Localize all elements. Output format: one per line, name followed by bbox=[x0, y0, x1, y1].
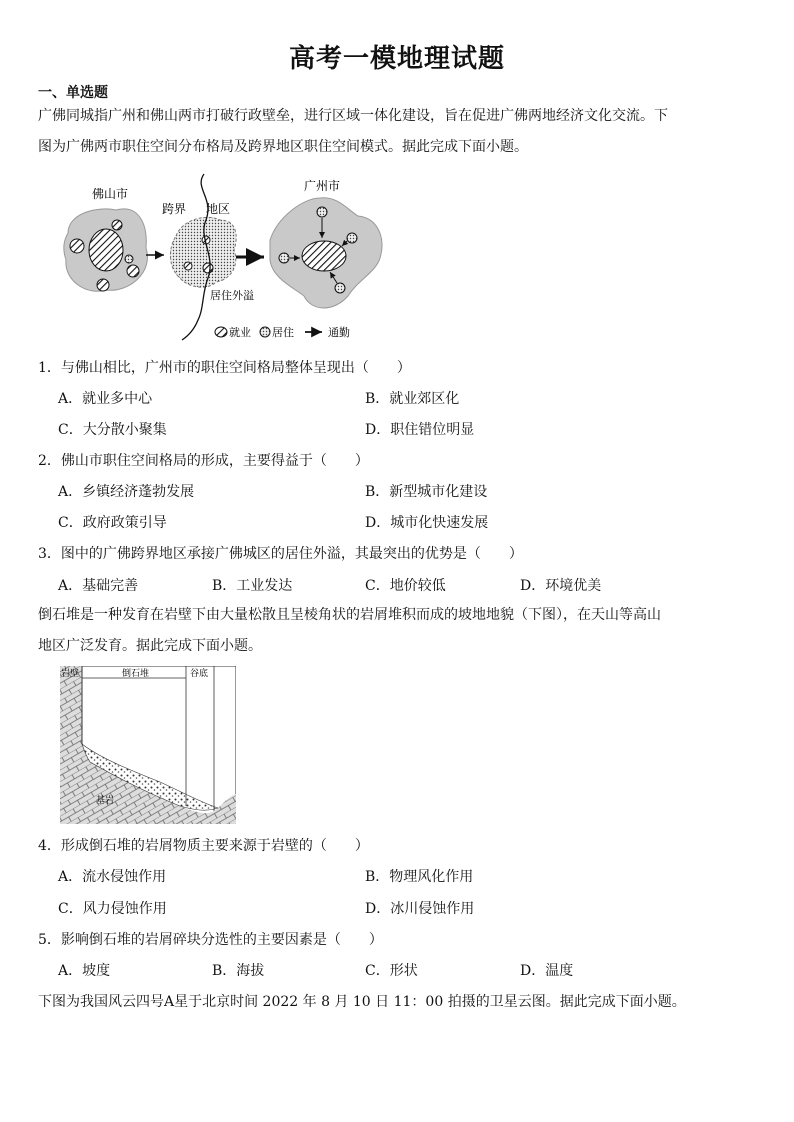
question-stem: 5．影响倒石堆的岩屑碎块分选性的主要因素是（ ） bbox=[38, 932, 383, 948]
option-d[interactable]: D．城市化快速发展 bbox=[365, 515, 489, 531]
guangzhou-label: 广州市 bbox=[304, 179, 341, 193]
option-c[interactable]: C．地价较低 bbox=[365, 578, 446, 594]
foshan-job-center bbox=[89, 229, 123, 271]
intro-line: 地区广泛发育。据此完成下面小题。 bbox=[38, 638, 262, 654]
option-a[interactable]: A．基础完善 bbox=[58, 578, 139, 594]
section-heading: 一、单选题 bbox=[38, 85, 108, 101]
foshan-live-node bbox=[125, 255, 133, 263]
guangzhou-job-center bbox=[302, 241, 346, 271]
intro-line: 图为广佛两市职住空间分布格局及跨界地区职住空间模式。据此完成下面小题。 bbox=[38, 139, 528, 155]
foshan-label: 佛山市 bbox=[92, 187, 129, 201]
option-d[interactable]: D．温度 bbox=[520, 963, 574, 979]
option-c[interactable]: C．政府政策引导 bbox=[58, 515, 167, 531]
legend-job: 就业 bbox=[229, 326, 251, 339]
cross-label-left: 跨界 bbox=[162, 202, 187, 216]
option-a[interactable]: A．流水侵蚀作用 bbox=[58, 869, 167, 885]
option-b[interactable]: B．新型城市化建设 bbox=[365, 484, 488, 500]
valley-floor-label: 谷底 bbox=[190, 669, 209, 679]
option-a[interactable]: A．乡镇经济蓬勃发展 bbox=[58, 484, 195, 500]
commute-pattern-figure bbox=[58, 168, 388, 346]
legend-live: 居住 bbox=[272, 326, 294, 339]
page-title: 高考一模地理试题 bbox=[288, 44, 505, 74]
question-stem: 4．形成倒石堆的岩屑物质主要来源于岩壁的（ ） bbox=[38, 838, 369, 854]
intro-paragraph-2 bbox=[38, 600, 758, 662]
cross-job-node bbox=[184, 262, 192, 270]
cross-job-node bbox=[203, 263, 213, 273]
question-stem: 3．图中的广佛跨界地区承接广佛城区的居住外溢，其最突出的优势是（ ） bbox=[38, 546, 523, 562]
question-stem: 1．与佛山相比，广州市的职住空间格局整体呈现出（ ） bbox=[38, 360, 411, 376]
intro-line: 广佛同城指广州和佛山两市打破行政壁垒，进行区域一体化建设，旨在促进广佛两地经济文化交流。下 bbox=[38, 108, 668, 124]
intro-line: 倒石堆是一种发育在岩壁下由大量松散且呈棱角状的岩屑堆积而成的坡地地貌（下图），在天山等高山 bbox=[38, 607, 661, 623]
legend-job-swatch bbox=[215, 327, 227, 337]
rock-wall-label: 岩壁 bbox=[61, 669, 80, 679]
guangzhou-live-node bbox=[317, 207, 327, 217]
option-c[interactable]: C．风力侵蚀作用 bbox=[58, 901, 167, 917]
guangzhou-live-node bbox=[279, 253, 289, 263]
legend-live-swatch bbox=[260, 327, 270, 337]
legend-commute: 通勤 bbox=[328, 326, 350, 339]
foshan-job-node bbox=[97, 279, 109, 291]
option-b[interactable]: B．海拔 bbox=[212, 963, 265, 979]
talus-cross-section-figure bbox=[60, 666, 236, 824]
overflow-label: 居住外溢 bbox=[210, 289, 254, 302]
guangzhou-live-node bbox=[335, 283, 345, 293]
option-a[interactable]: A．坡度 bbox=[58, 963, 111, 979]
option-d[interactable]: D．环境优美 bbox=[520, 578, 602, 594]
cross-label-right: 地区 bbox=[206, 202, 231, 216]
intro-paragraph-3: 下图为我国风云四号A星于北京时间 2022 年 8 月 10 日 11：00 拍摄的卫星云图。据此完成下面小题。 bbox=[38, 994, 686, 1010]
cross-region bbox=[170, 217, 236, 287]
foshan-job-node bbox=[112, 220, 122, 230]
option-b[interactable]: B．工业发达 bbox=[212, 578, 293, 594]
option-b[interactable]: B．就业郊区化 bbox=[365, 391, 460, 407]
option-d[interactable]: D．职住错位明显 bbox=[365, 422, 475, 438]
option-c[interactable]: C．大分散小聚集 bbox=[58, 422, 167, 438]
bedrock-label: 基岩 bbox=[96, 796, 115, 806]
option-b[interactable]: B．物理风化作用 bbox=[365, 869, 474, 885]
option-c[interactable]: C．形状 bbox=[365, 963, 418, 979]
foshan-job-node bbox=[70, 239, 84, 253]
talus-label: 倒石堆 bbox=[122, 669, 150, 679]
question-stem: 2．佛山市职住空间格局的形成，主要得益于（ ） bbox=[38, 453, 369, 469]
option-a[interactable]: A．就业多中心 bbox=[58, 391, 153, 407]
intro-paragraph-1 bbox=[38, 101, 758, 163]
option-d[interactable]: D．冰川侵蚀作用 bbox=[365, 901, 475, 917]
guangzhou-live-node bbox=[347, 233, 357, 243]
foshan-job-node bbox=[127, 265, 139, 277]
